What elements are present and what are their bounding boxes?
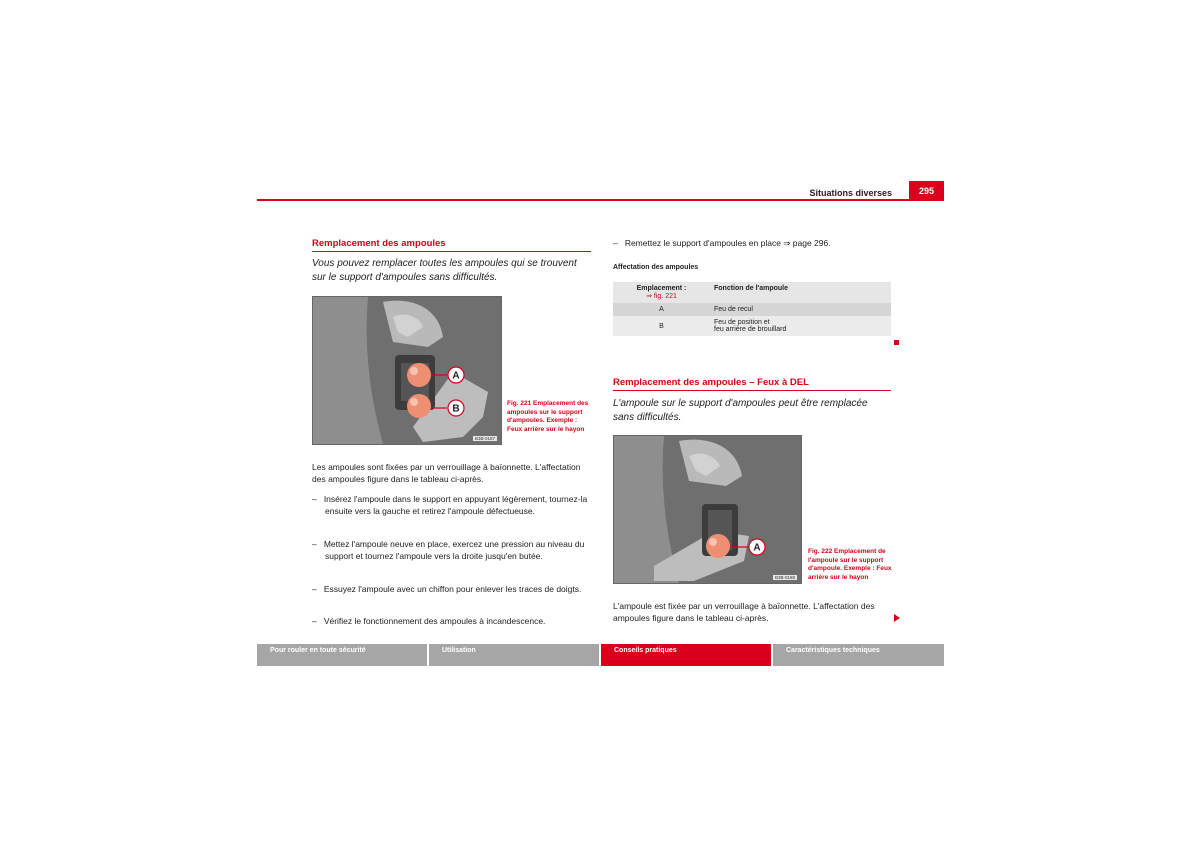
table-cell-function: Feu de position et feu arrière de brouillard bbox=[714, 319, 787, 333]
table-row bbox=[613, 316, 891, 336]
figure-221-label-a: A bbox=[452, 370, 460, 382]
running-header-title: Situations diverses bbox=[809, 188, 892, 198]
table-header-location: Emplacement : ⇒ fig. 221 bbox=[636, 285, 687, 300]
figure-222-code: B3B-0188 bbox=[774, 575, 795, 580]
table-cell-function: Feu de recul bbox=[714, 306, 753, 313]
footer-tab-technical[interactable]: Caractéristiques techniques bbox=[773, 644, 944, 666]
step-2: – Mettez l'ampoule neuve en place, exercez une pression au niveau du support et tournez l'ampoule vers la droite jusqu'en butée. bbox=[312, 539, 585, 561]
figure-221-caption: Fig. 221 Emplacement des ampoules sur le support d'ampoules. Exemple : Feux arrière sur le hayon bbox=[507, 400, 589, 433]
led-holder-illustration bbox=[614, 436, 801, 583]
footer-tab-usage[interactable]: Utilisation bbox=[429, 644, 599, 666]
footer-tab-safety[interactable]: Pour rouler en toute sécurité bbox=[257, 644, 427, 666]
table-row bbox=[613, 303, 891, 316]
section-title-bulbs: Remplacement des ampoules bbox=[312, 238, 591, 252]
step-1: – Insérez l'ampoule dans le support en appuyant légèrement, tournez-la ensuite vers la gauche et retirez l'ampoule défectueuse. bbox=[312, 494, 588, 516]
table-cell-location: A bbox=[659, 306, 664, 313]
figure-222-label-a: A bbox=[753, 542, 761, 554]
step-4: – Vérifiez le fonctionnement des ampoules à incandescence. bbox=[312, 616, 546, 626]
table-title: Affectation des ampoules bbox=[613, 264, 699, 271]
bulb-holder-illustration bbox=[313, 297, 501, 444]
section-intro-bulbs: Vous pouvez remplacer toutes les ampoules qui se trouvent sur le support d'ampoules sans difficultés. bbox=[312, 258, 577, 283]
step-5: – Remettez le support d'ampoules en place ⇒ page 296. bbox=[613, 238, 831, 248]
bulb-assignment-table bbox=[613, 282, 891, 336]
paragraph-led-bayonet: L'ampoule est fixée par un verrouillage à baïonnette. L'affectation des ampoules figure dans le tableau ci-après. bbox=[613, 601, 875, 623]
header-rule bbox=[257, 199, 944, 201]
red-square-icon bbox=[894, 340, 899, 345]
section-intro-led: L'ampoule sur le support d'ampoules peut être remplacée sans difficultés. bbox=[613, 398, 868, 423]
figure-221-label-b: B bbox=[452, 403, 460, 415]
footer-tab-practical-tips[interactable]: Conseils pratiques bbox=[601, 644, 771, 666]
step-3: – Essuyez l'ampoule avec un chiffon pour enlever les traces de doigts. bbox=[312, 584, 582, 594]
section-title-led: Remplacement des ampoules – Feux à DEL bbox=[613, 377, 891, 391]
figure-221 bbox=[312, 296, 502, 445]
paragraph-bayonet: Les ampoules sont fixées par un verrouillage à baïonnette. L'affectation des ampoules figure dans le tableau ci-après. bbox=[312, 462, 581, 484]
table-header-function: Fonction de l'ampoule bbox=[714, 285, 788, 292]
table-cell-location: B bbox=[659, 322, 664, 330]
figure-222 bbox=[613, 435, 802, 584]
page-number: 295 bbox=[909, 181, 944, 200]
table-header-row bbox=[613, 282, 891, 303]
figure-221-code: B3B-0187 bbox=[474, 436, 495, 441]
figure-222-caption: Fig. 222 Emplacement de l'ampoule sur le support d'ampoule. Exemple : Feux arrière sur le hayon bbox=[808, 548, 892, 581]
red-triangle-icon bbox=[894, 614, 900, 622]
